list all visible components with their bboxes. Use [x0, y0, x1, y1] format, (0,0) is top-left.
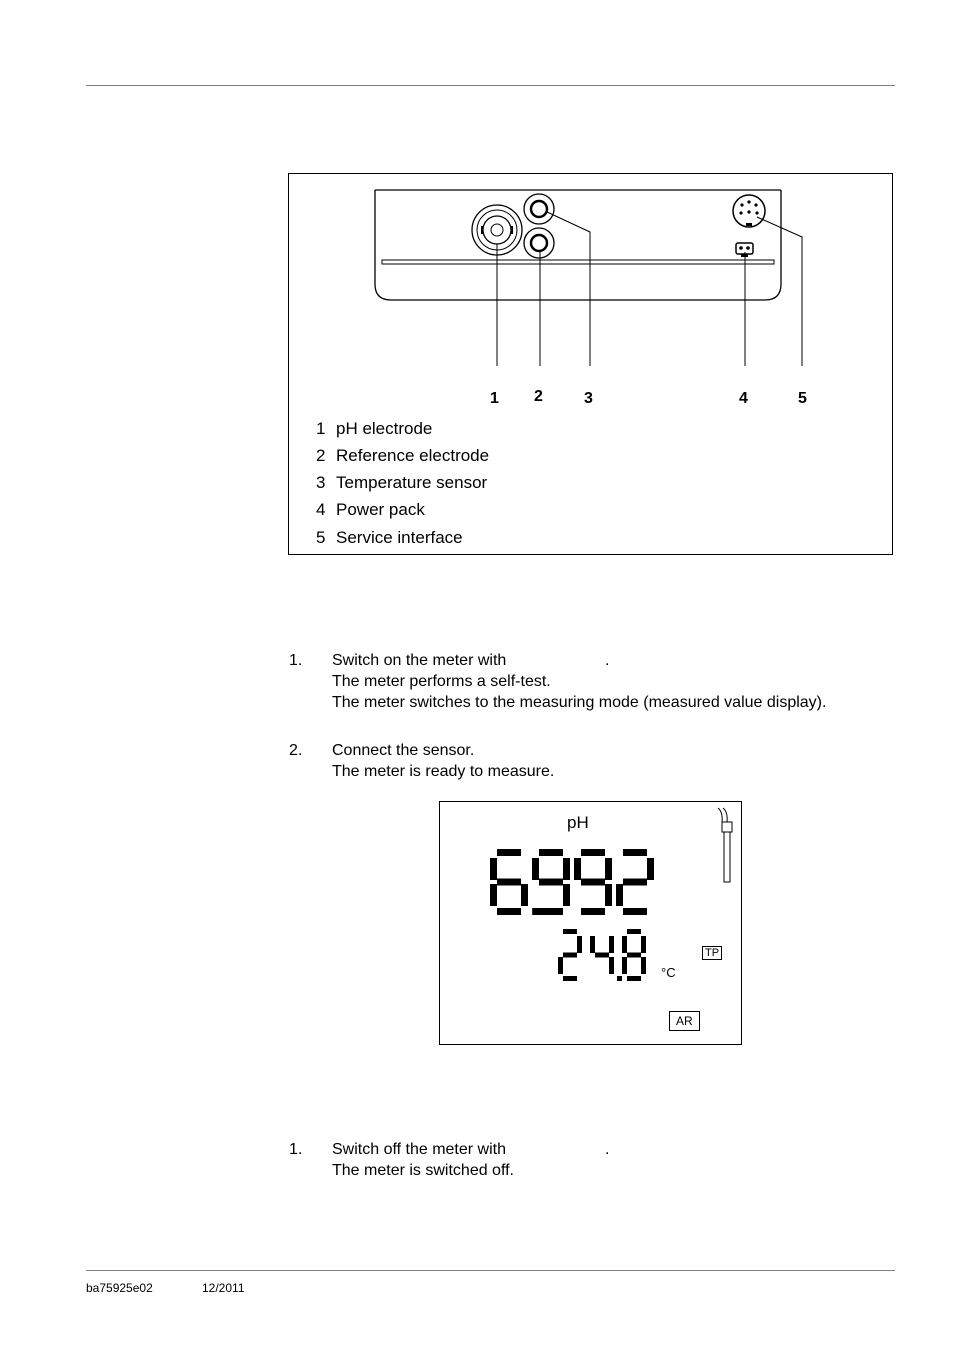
legend-item: 1 pH electrode [316, 419, 433, 438]
footer-rule [86, 1270, 895, 1271]
segment-a [563, 929, 577, 934]
segment-b [641, 936, 646, 953]
main-value-digits [490, 849, 654, 915]
switch-on-line-1: Switch on the meter with [332, 652, 507, 669]
segment-a [623, 849, 647, 856]
segment-a [539, 849, 563, 856]
segment-a [497, 849, 521, 856]
reference-electrode-socket-icon [524, 228, 554, 258]
segment-g [497, 879, 521, 886]
segment-d [581, 908, 605, 915]
socket-figure [288, 173, 893, 555]
segment-f [490, 858, 497, 880]
segment-b [605, 858, 612, 880]
temp-value-digits [558, 929, 646, 981]
segment-c [605, 884, 612, 906]
segment-c [563, 884, 570, 906]
segment-g [563, 953, 577, 958]
segment-e [622, 957, 627, 974]
segment-b [577, 936, 582, 953]
lcd-digit [590, 936, 614, 974]
switch-off-line-1: Switch off the meter with [332, 1141, 506, 1158]
header-rule [86, 85, 895, 86]
footer-doc-id: ba75925e02 [86, 1281, 153, 1295]
segment-a [581, 849, 605, 856]
switch-on-key-placeholder: . [605, 652, 610, 669]
segment-d [623, 908, 647, 915]
lcd-unit-label: pH [567, 813, 589, 832]
segment-c [521, 884, 528, 906]
segment-f [574, 858, 581, 880]
switch-off-line-2: The meter is switched off. [332, 1162, 514, 1179]
legend-item: 4 Power pack [316, 500, 425, 519]
decimal-point [617, 976, 622, 981]
footer-date: 12/2011 [202, 1281, 245, 1295]
segment-f [590, 936, 595, 953]
segment-g [623, 879, 647, 886]
segment-d [497, 908, 521, 915]
segment-e [490, 884, 497, 906]
segment-c [641, 957, 646, 974]
switch-on-step-number: 1. [289, 652, 303, 669]
ar-indicator: AR [669, 1011, 700, 1031]
segment-e [616, 884, 623, 906]
callout-1: 1 [490, 390, 499, 407]
segment-g [595, 953, 609, 958]
lcd-digits [440, 802, 743, 1046]
switch-off-key-placeholder: . [605, 1141, 610, 1158]
tp-indicator: TP [702, 946, 722, 960]
temperature-sensor-socket-icon [524, 194, 554, 224]
legend-item: 5 Service interface [316, 528, 463, 547]
decimal-point [532, 908, 539, 915]
switch-on-line-2: The meter performs a self-test. [332, 673, 551, 690]
segment-g [581, 879, 605, 886]
segment-c [609, 957, 614, 974]
legend-item: 2 Reference electrode [316, 446, 490, 465]
segment-b [563, 858, 570, 880]
segment-b [647, 858, 654, 880]
segment-g [539, 879, 563, 886]
segment-f [532, 858, 539, 880]
lcd-digit [574, 849, 612, 915]
callout-4: 4 [739, 390, 748, 407]
segment-g [627, 953, 641, 958]
lcd-digit [622, 929, 646, 981]
callout-3: 3 [584, 390, 593, 407]
meter-panel-drawing [289, 174, 894, 556]
segment-e [558, 957, 563, 974]
callout-2: 2 [534, 388, 543, 405]
segment-d [539, 908, 563, 915]
segment-d [627, 976, 641, 981]
switch-on-line-3: The meter switches to the measuring mode (measured value display). [332, 694, 827, 711]
legend-item: 3 Temperature sensor [316, 473, 488, 492]
connect-line-2: The meter is ready to measure. [332, 763, 555, 780]
lcd-digit [558, 929, 582, 981]
lcd-digit [616, 849, 654, 915]
connect-step-number: 2. [289, 742, 303, 759]
service-interface-socket-icon [733, 195, 765, 227]
lcd-display [439, 801, 742, 1045]
switch-off-step-number: 1. [289, 1141, 303, 1158]
lcd-digit [532, 849, 570, 915]
segment-a [627, 929, 641, 934]
temp-unit-label: °C [661, 965, 676, 980]
segment-f [622, 936, 627, 953]
connect-line-1: Connect the sensor. [332, 742, 475, 759]
segment-b [609, 936, 614, 953]
callout-5: 5 [798, 390, 807, 407]
segment-d [563, 976, 577, 981]
electrode-icon [718, 808, 732, 882]
lcd-digit [490, 849, 528, 915]
